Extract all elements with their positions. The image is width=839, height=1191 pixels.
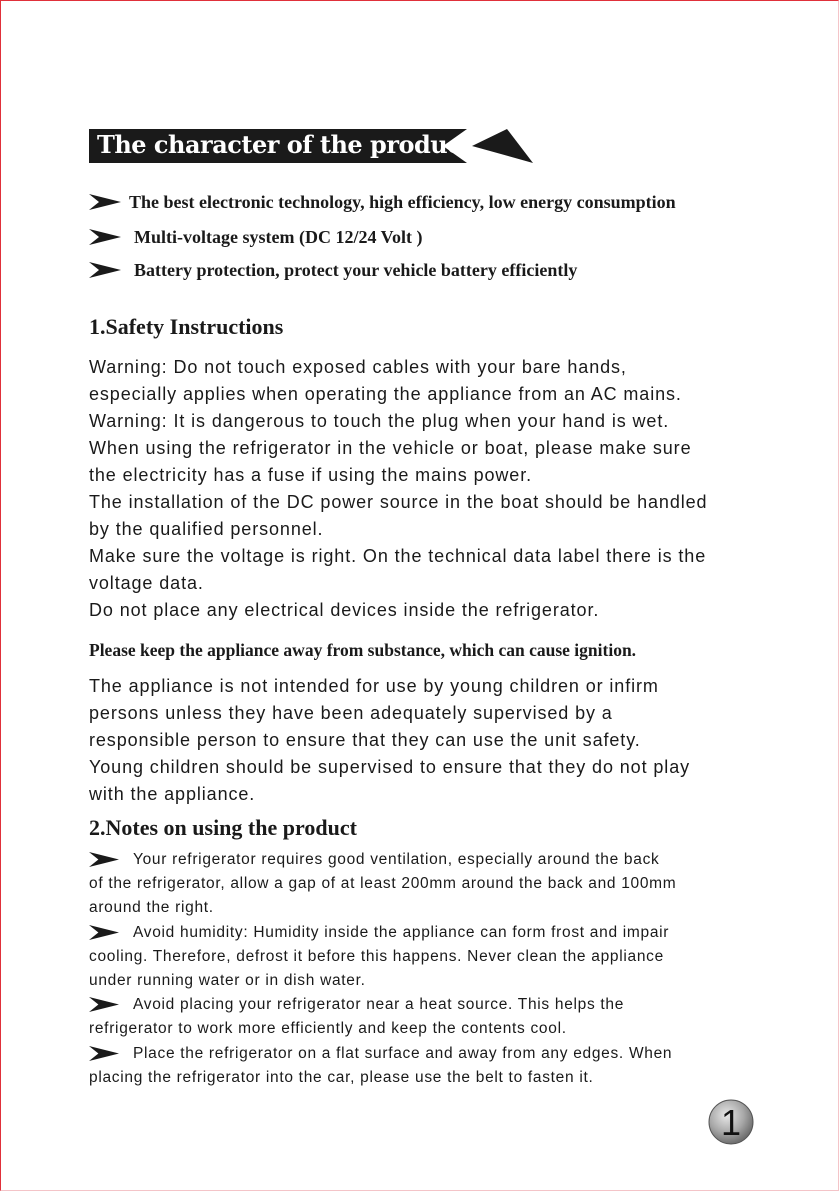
- safety-line: Do not place any electrical devices inside the refrigerator.: [89, 600, 600, 620]
- note-item: [89, 993, 769, 1041]
- note-line: around the right.: [89, 899, 214, 917]
- safety-line: persons unless they have been adequately supervised by a: [89, 703, 613, 723]
- safety-line: Young children should be supervised to ensure that they do not play: [89, 757, 691, 777]
- safety-line: Warning: It is dangerous to touch the plug when your hand is wet.: [89, 411, 670, 431]
- arrow-bullet-icon: [89, 262, 121, 278]
- note-line: Avoid humidity: Humidity inside the appliance can form frost and impair: [133, 923, 670, 941]
- note-line: Place the refrigerator on a flat surface and away from any edges. When: [133, 1044, 673, 1062]
- page-number-badge: [708, 1099, 754, 1145]
- note-item: [89, 921, 769, 994]
- safety-heading: 1.Safety Instructions: [89, 314, 284, 339]
- note-item: [89, 1042, 769, 1090]
- notes-heading: 2.Notes on using the product: [89, 815, 357, 840]
- arrow-bullet-icon: [89, 1046, 119, 1061]
- page-number: 1: [720, 1102, 742, 1143]
- arrow-bullet-icon: [89, 852, 119, 867]
- feature-item: [89, 192, 769, 216]
- safety-line: especially applies when operating the appliance from an AC mains.: [89, 384, 682, 404]
- children-paragraph: [89, 673, 690, 808]
- note-line: under running water or in dish water.: [89, 972, 366, 990]
- ignition-warning: Please keep the appliance away from substance, which can cause ignition.: [89, 640, 637, 660]
- section-banner: [89, 129, 533, 163]
- feature-text: The best electronic technology, high efficiency, low energy consumption: [129, 192, 676, 212]
- safety-line: Warning: Do not touch exposed cables with your bare hands,: [89, 357, 627, 377]
- note-line: Avoid placing your refrigerator near a heat source. This helps the: [133, 996, 625, 1014]
- safety-line: When using the refrigerator in the vehicle or boat, please make sure: [89, 438, 692, 458]
- feature-text: Battery protection, protect your vehicle battery efficiently: [134, 260, 578, 280]
- safety-line: The appliance is not intended for use by young children or infirm: [89, 676, 659, 696]
- safety-line: voltage data.: [89, 573, 204, 593]
- note-line: of the refrigerator, allow a gap of at least 200mm around the back and 100mm: [89, 875, 677, 893]
- note-item: [89, 848, 769, 921]
- arrow-bullet-icon: [89, 997, 119, 1012]
- notes-list: [89, 848, 769, 1090]
- note-line: cooling. Therefore, defrost it before this happens. Never clean the appliance: [89, 947, 664, 965]
- safety-line: with the appliance.: [89, 784, 256, 804]
- arrow-bullet-icon: [89, 194, 121, 210]
- safety-line: the electricity has a fuse if using the mains power.: [89, 465, 533, 485]
- safety-paragraph: [89, 354, 707, 624]
- note-line: placing the refrigerator into the car, please use the belt to fasten it.: [89, 1068, 594, 1086]
- safety-line: responsible person to ensure that they can use the unit safety.: [89, 730, 641, 750]
- arrow-bullet-icon: [89, 925, 119, 940]
- note-line: Your refrigerator requires good ventilation, especially around the back: [133, 851, 660, 868]
- feature-item: [89, 227, 769, 251]
- banner-title: The character of the product: [97, 130, 472, 159]
- arrow-bullet-icon: [89, 229, 121, 245]
- safety-line: The installation of the DC power source in the boat should be handled: [89, 492, 708, 512]
- feature-text: Multi-voltage system (DC 12/24 Volt ): [134, 227, 423, 247]
- safety-line: by the qualified personnel.: [89, 519, 324, 539]
- note-line: refrigerator to work more efficiently and keep the contents cool.: [89, 1020, 567, 1038]
- feature-item: [89, 260, 769, 284]
- safety-line: Make sure the voltage is right. On the technical data label there is the: [89, 546, 707, 566]
